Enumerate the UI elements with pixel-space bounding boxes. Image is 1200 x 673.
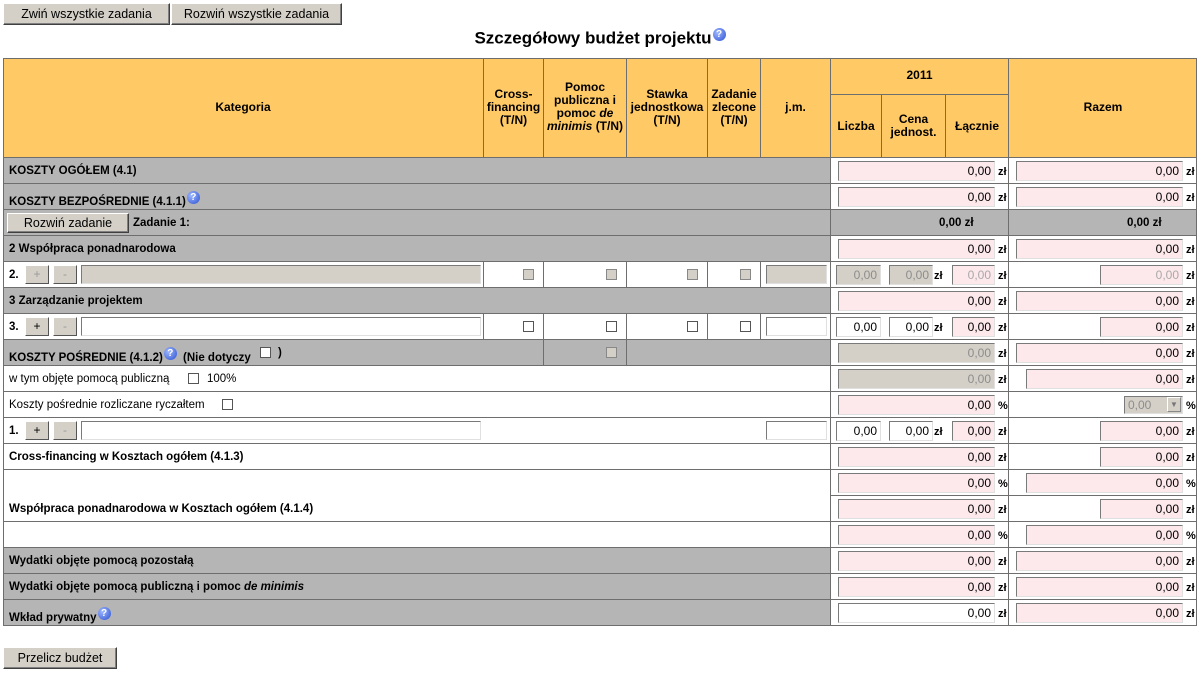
lacznie-field[interactable]: 0,00 xyxy=(952,265,995,285)
grid-line xyxy=(3,58,1197,59)
header-pomoc-text: Pomoc publiczna i pomoc xyxy=(553,80,616,120)
pozostala-year-field[interactable]: 0,00 xyxy=(838,551,995,571)
grid-line xyxy=(3,625,1197,626)
currency-unit: zł xyxy=(998,322,1007,334)
item-number: 2. xyxy=(9,269,19,281)
pomoc-publiczna-checkbox[interactable] xyxy=(606,321,617,332)
currency-unit: zł xyxy=(1186,348,1195,360)
wklad-text: Wkład prywatny xyxy=(9,611,97,624)
publiczna-de-minimis: de minimis xyxy=(243,581,305,593)
grid-line xyxy=(626,314,627,340)
grid-line xyxy=(1008,58,1009,626)
item-name-input[interactable] xyxy=(81,421,481,440)
percent-unit: % xyxy=(1186,400,1196,412)
item-total-field[interactable]: 0,00 xyxy=(1100,265,1183,285)
lacznie-field[interactable]: 0,00 xyxy=(952,317,995,337)
item-total-field[interactable]: 0,00 xyxy=(1100,421,1183,441)
publiczna-total-field[interactable]: 0,00 xyxy=(1016,577,1183,597)
add-item-button[interactable]: + xyxy=(25,317,49,336)
item-name-input[interactable] xyxy=(81,265,481,284)
nie-dotyczy-label: (Nie dotyczy xyxy=(183,351,251,364)
header-year: 2011 xyxy=(906,68,933,82)
currency-unit: zł xyxy=(998,608,1007,620)
ryczalt-checkbox[interactable] xyxy=(222,399,233,410)
liczba-field[interactable]: 0,00 xyxy=(836,265,881,285)
percent-unit: % xyxy=(1186,530,1196,542)
budget-table xyxy=(3,58,1197,626)
currency-unit: zł xyxy=(998,374,1007,386)
koszty-ogolem-total-field[interactable]: 0,00 xyxy=(1016,161,1183,181)
stawka-checkbox[interactable] xyxy=(687,269,698,280)
grid-line xyxy=(483,314,484,340)
wklad-year-field[interactable]: 0,00 xyxy=(838,603,995,623)
cena-field[interactable]: 0,00 xyxy=(889,317,933,337)
wspolpraca-pct-total-field[interactable]: 0,00 xyxy=(1026,525,1183,545)
grid-line xyxy=(3,521,1197,522)
header-jm: j.m. xyxy=(785,100,806,114)
cross-pct-total-field[interactable]: 0,00 xyxy=(1026,473,1183,493)
row-label-cross-financing: Cross-financing w Kosztach ogółem (4.1.3) xyxy=(9,451,244,463)
cross-financing-checkbox[interactable] xyxy=(523,269,534,280)
grid-line xyxy=(3,157,1197,158)
grid-line xyxy=(830,495,1197,496)
grid-line xyxy=(3,261,1197,262)
currency-unit: zł xyxy=(1186,556,1195,568)
help-icon[interactable]: ? xyxy=(187,191,200,204)
header-lacznie: Łącznie xyxy=(954,119,999,133)
item-number: 3. xyxy=(9,321,19,333)
grid-line xyxy=(626,340,627,366)
close-paren: ) xyxy=(278,347,282,359)
pozostala-total-field[interactable]: 0,00 xyxy=(1016,551,1183,571)
currency-unit: zł xyxy=(998,452,1007,464)
grid-line xyxy=(3,365,1197,366)
cross-total-field[interactable]: 0,00 xyxy=(1100,447,1183,467)
currency-unit: zł xyxy=(998,296,1007,308)
wspolpraca-ogolem-year-field[interactable]: 0,00 xyxy=(838,499,995,519)
expand-all-button[interactable]: Rozwiń wszystkie zadania xyxy=(171,3,342,25)
row-label-publiczna xyxy=(9,581,304,593)
koszty-ogolem-year-field[interactable]: 0,00 xyxy=(838,161,995,181)
currency-unit: zł xyxy=(998,192,1007,204)
header-pomoc xyxy=(544,81,626,133)
row-label-koszty-bezposrednie xyxy=(9,191,200,208)
header-cena: Cena jednost. xyxy=(890,112,937,139)
header-liczba: Liczba xyxy=(837,119,875,133)
grid-line xyxy=(3,183,1197,184)
jm-input[interactable] xyxy=(766,317,827,336)
header-zadanie-zlecone: Zadanie zlecone (T/N) xyxy=(711,87,757,127)
jm-input[interactable] xyxy=(766,421,827,440)
remove-item-button[interactable]: - xyxy=(53,317,77,336)
grid-line xyxy=(830,58,831,626)
currency-unit: zł xyxy=(998,582,1007,594)
nie-dotyczy-checkbox[interactable] xyxy=(260,347,271,358)
cena-field[interactable]: 0,00 xyxy=(889,265,933,285)
header-stawka: Stawka jednostkowa (T/N) xyxy=(630,87,704,127)
grid-line xyxy=(3,313,1197,314)
page-title xyxy=(0,28,1200,49)
zarzadzanie-total-field[interactable]: 0,00 xyxy=(1016,291,1183,311)
header-razem: Razem xyxy=(1083,100,1123,114)
currency-unit: zł xyxy=(1186,452,1195,464)
grid-line xyxy=(3,417,1197,418)
jm-input[interactable] xyxy=(766,265,827,284)
koszty-bezposrednie-year-field[interactable]: 0,00 xyxy=(838,187,995,207)
row-label-koszty-posrednie xyxy=(9,347,251,364)
help-icon[interactable]: ? xyxy=(164,347,177,360)
currency-unit: zł xyxy=(998,270,1007,282)
cena-field[interactable]: 0,00 xyxy=(889,421,933,441)
koszty-posrednie-year-field[interactable]: 0,00 xyxy=(838,343,995,363)
wspolpraca-total-field[interactable]: 0,00 xyxy=(1016,239,1183,259)
percent-unit: % xyxy=(998,530,1008,542)
grid-line xyxy=(3,287,1197,288)
cross-financing-checkbox[interactable] xyxy=(523,321,534,332)
currency-unit: zł xyxy=(998,556,1007,568)
task-total-sum: 0,00 zł xyxy=(1127,217,1162,229)
stawka-checkbox[interactable] xyxy=(687,321,698,332)
w-tym-percent: 100% xyxy=(207,373,237,385)
remove-item-button[interactable]: - xyxy=(53,421,77,440)
grid-line xyxy=(543,340,544,366)
add-item-button[interactable]: + xyxy=(25,265,49,284)
header-pomoc-de: de xyxy=(599,106,614,120)
grid-line xyxy=(3,391,1197,392)
liczba-field[interactable]: 0,00 xyxy=(836,421,881,441)
row-label-ryczalt: Koszty pośrednie rozliczane ryczałtem xyxy=(9,399,205,411)
lacznie-field[interactable]: 0,00 xyxy=(952,421,995,441)
row-label-koszty-ogolem: KOSZTY OGÓŁEM (4.1) xyxy=(9,165,137,177)
grid-line xyxy=(1196,58,1197,626)
percent-unit: % xyxy=(1186,478,1196,490)
wspolpraca-year-field[interactable]: 0,00 xyxy=(838,239,995,259)
currency-unit: zł xyxy=(1186,608,1195,620)
currency-unit: zł xyxy=(1186,374,1195,386)
grid-line xyxy=(830,547,1197,548)
currency-unit: zł xyxy=(934,426,943,438)
help-icon[interactable]: ? xyxy=(713,28,726,41)
grid-line xyxy=(3,573,1197,574)
currency-unit: zł xyxy=(1186,504,1195,516)
add-item-button[interactable]: + xyxy=(25,421,49,440)
ryczalt-select-value: 0,00 xyxy=(1128,398,1152,412)
grid-line xyxy=(760,262,761,288)
item-name-input[interactable] xyxy=(81,317,481,336)
currency-unit: zł xyxy=(934,270,943,282)
grid-line xyxy=(543,262,544,288)
wspolpraca-ogolem-total-field[interactable]: 0,00 xyxy=(1100,499,1183,519)
wspolpraca-pct-year-field[interactable]: 0,00 xyxy=(838,525,995,545)
zadanie-zlecone-checkbox[interactable] xyxy=(740,269,751,280)
percent-unit: % xyxy=(998,478,1008,490)
grid-line xyxy=(830,94,1008,95)
currency-unit: zł xyxy=(998,166,1007,178)
koszty-bezposrednie-total-field[interactable]: 0,00 xyxy=(1016,187,1183,207)
task-label: Zadanie 1: xyxy=(133,217,190,229)
publiczna-text: Wydatki objęte pomocą publiczną i pomoc xyxy=(9,581,241,593)
koszty-posrednie-text: KOSZTY POŚREDNIE (4.1.2) xyxy=(9,351,163,364)
currency-unit: zł xyxy=(998,348,1007,360)
grid-line xyxy=(3,339,1197,340)
row-label-wklad xyxy=(9,607,111,624)
grid-line xyxy=(707,314,708,340)
currency-unit: zł xyxy=(998,244,1007,256)
zadanie-zlecone-checkbox[interactable] xyxy=(740,321,751,332)
cross-pct-year-field[interactable]: 0,00 xyxy=(838,473,995,493)
expand-task-button[interactable]: Rozwiń zadanie xyxy=(7,213,129,233)
currency-unit: zł xyxy=(934,322,943,334)
remove-item-button[interactable]: - xyxy=(53,265,77,284)
row-label-pozostala: Wydatki objęte pomocą pozostałą xyxy=(9,555,194,567)
row-label-wspolpraca-ogolem: Współpraca ponadnarodowa w Kosztach ogółem (4.1.4) xyxy=(9,503,314,515)
task-year-sum: 0,00 zł xyxy=(939,217,974,229)
currency-unit: zł xyxy=(1186,270,1195,282)
liczba-field[interactable]: 0,00 xyxy=(836,317,881,337)
collapse-all-button[interactable]: Zwiń wszystkie zadania xyxy=(3,3,170,25)
grid-line xyxy=(3,443,1197,444)
chevron-down-icon[interactable]: ▼ xyxy=(1167,397,1181,412)
grid-line xyxy=(483,262,484,288)
percent-unit: % xyxy=(998,400,1008,412)
header-kategoria: Kategoria xyxy=(215,100,271,114)
grid-line xyxy=(3,235,1197,236)
item-total-field[interactable]: 0,00 xyxy=(1100,317,1183,337)
item-number: 1. xyxy=(9,425,19,437)
w-tym-year-field[interactable]: 0,00 xyxy=(838,369,995,389)
currency-unit: zł xyxy=(1186,244,1195,256)
w-tym-checkbox[interactable] xyxy=(188,373,199,384)
pomoc-publiczna-checkbox[interactable] xyxy=(606,269,617,280)
row-bg-wklad xyxy=(3,600,830,625)
page-title-text: Szczegółowy budżet projektu xyxy=(474,28,712,48)
currency-unit: zł xyxy=(998,504,1007,516)
currency-unit: zł xyxy=(1186,426,1195,438)
header-cross-financing: Cross-financing (T/N) xyxy=(486,87,541,127)
help-icon[interactable]: ? xyxy=(98,607,111,620)
currency-unit: zł xyxy=(1186,322,1195,334)
zarzadzanie-year-field[interactable]: 0,00 xyxy=(838,291,995,311)
wklad-total-field[interactable]: 0,00 xyxy=(1016,603,1183,623)
grid-line xyxy=(3,209,1197,210)
w-tym-total-field[interactable]: 0,00 xyxy=(1026,369,1183,389)
row-label-w-tym: w tym objęte pomocą publiczną xyxy=(9,373,170,385)
grid-line xyxy=(543,314,544,340)
koszty-posrednie-pomoc-checkbox[interactable] xyxy=(606,347,617,358)
header-pomoc-minimis: minimis xyxy=(546,119,593,133)
row-label-zarzadzanie: 3 Zarządzanie projektem xyxy=(9,295,143,307)
koszty-bezposrednie-text: KOSZTY BEZPOŚREDNIE (4.1.1) xyxy=(9,195,186,208)
currency-unit: zł xyxy=(998,426,1007,438)
publiczna-year-field[interactable]: 0,00 xyxy=(838,577,995,597)
cross-year-field[interactable]: 0,00 xyxy=(838,447,995,467)
header-pomoc-tn: (T/N) xyxy=(595,119,624,133)
currency-unit: zł xyxy=(1186,192,1195,204)
ryczalt-year-field[interactable]: 0,00 xyxy=(838,395,995,415)
grid-line xyxy=(3,58,4,626)
recalculate-budget-button[interactable]: Przelicz budżet xyxy=(3,647,117,669)
currency-unit: zł xyxy=(1186,296,1195,308)
koszty-posrednie-total-field[interactable]: 0,00 xyxy=(1016,343,1183,363)
currency-unit: zł xyxy=(1186,582,1195,594)
grid-line xyxy=(3,469,1197,470)
grid-line xyxy=(707,262,708,288)
currency-unit: zł xyxy=(1186,166,1195,178)
grid-line xyxy=(3,547,830,548)
grid-line xyxy=(3,599,1197,600)
row-label-wspolpraca: 2 Współpraca ponadnarodowa xyxy=(9,243,176,255)
grid-line xyxy=(626,262,627,288)
grid-line xyxy=(760,314,761,340)
